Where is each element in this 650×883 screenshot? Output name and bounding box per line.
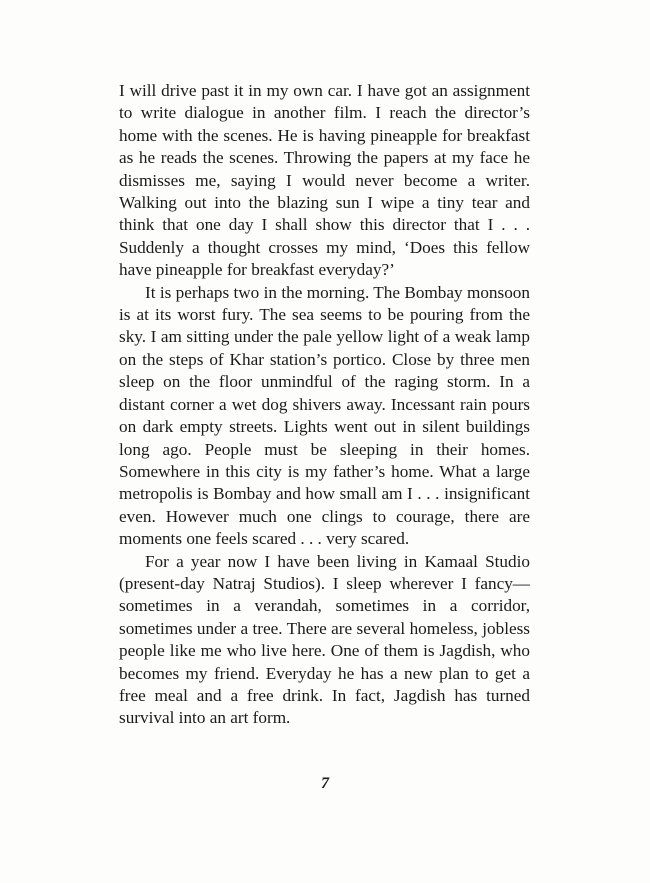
paragraph-2: It is perhaps two in the morning. The Bombay monsoon is at its worst fury. The sea seems to be pouring from the sky. I am sitting under the pale yellow light of a weak lamp on the steps of Khar station’s portico. Close by three men sleep on the floor unmindful of the raging storm. In a distant corner a wet dog shivers away. Incessant rain pours on dark empty streets. Lights went out in silent buildings long ago. People must be sleeping in their homes. Somewhere in this city is my father’s home. What a large metropolis is Bombay and how small am I . . . insignificant even. However much one clings to courage, there are moments one feels scared . . . very scared.	[119, 282, 530, 549]
body-text	[119, 80, 530, 730]
paragraph-1: I will drive past it in my own car. I have got an assignment to write dialogue in another film. I reach the director’s home with the scenes. He is having pineapple for breakfast as he reads the scenes. Throwing the papers at my face he dismisses me, saying I would never become a writer. Walking out into the blazing sun I wipe a tiny tear and think that one day I shall show this director that I . . . Suddenly a thought crosses my mind, ‘Does this fellow have pineapple for breakfast everyday?’	[119, 81, 530, 280]
paragraph-3: For a year now I have been living in Kamaal Studio (present-day Natraj Studios). I sleep wherever I fancy—sometimes in a verandah, sometimes in a corridor, sometimes under a tree. There are several homeless, jobless people like me who live here. One of them is Jagdish, who becomes my friend. Everyday he has a new plan to get a free meal and a free drink. In fact, Jagdish has turned survival into an art form.	[119, 551, 530, 728]
page-number: 7	[321, 775, 329, 792]
